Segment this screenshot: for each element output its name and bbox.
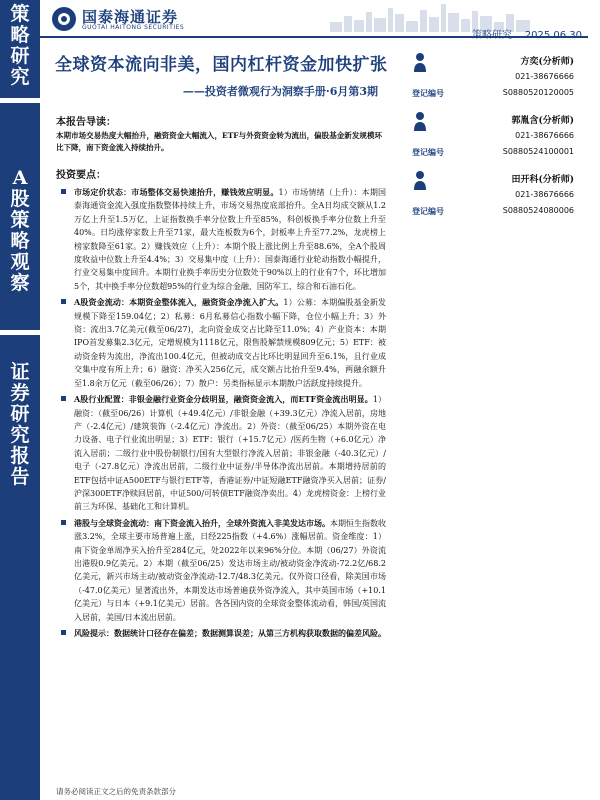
person-icon [413,170,427,196]
square-bullet-icon [61,189,66,194]
side-separator [0,98,40,103]
analyst-name: 田开科(分析师) [511,175,574,185]
point-text: 1）公募：本期偏股基金新发规模下降至159.04亿；2）私募：6月私募信心指数小幅下降，仓位小幅上升；3）外资：流出3.7亿美元(截至06/27)，北向资金成交占比降至11.0%；4）产业资本：本期IPO首发募集2.3亿元，定增规模为1118亿元，限售股解禁规模809亿元；5）ETF：被动资金转为流出，净流出100.4亿元，但被动成交占比环比明显回升至6.1%，且行业成交集中度有所上升；6）融资：净买入256亿元，成交额占比抬升至9.4%，两融余额升至1.8余万亿元（截至06/26）；7）散户：另类指标显示本期散户活跃度持续提升。 [74,298,386,388]
report-subtitle: ——投资者微观行为洞察手册·6月第3期 [182,85,378,98]
side-char: 究 [10,424,30,446]
point-lead: 港股与全球资金流动：南下资金流入抬升，全球外资流入非美发达市场。 [74,517,330,528]
analyst-name: 郭胤含(分析师) [511,116,574,126]
logo-text-cn: 国泰海通证券 [82,8,179,26]
person-icon [413,111,427,137]
person-icon [413,52,427,78]
square-bullet-icon [61,299,66,304]
logo-text-en: GUOTAI HAITONG SECURITIES [82,24,185,31]
analyst-phone: 021-38676666 [515,131,574,140]
analyst-card [404,111,584,171]
list-item [56,296,386,390]
guide-text: 本期市场交易热度大幅抬升，融资资金大幅流入，ETF与外资资金转为流出，偏股基金新发规模环比下降，南下资金流入持续抬升。 [56,131,382,152]
side-char: 究 [10,66,30,88]
analyst-reg-label: 登记编号 [412,206,444,216]
side-char: 察 [10,272,30,294]
side-char: 略 [10,230,30,252]
side-separator [0,330,40,335]
side-label-research-report [0,362,40,488]
square-bullet-icon [61,396,66,401]
square-bullet-icon [61,520,66,525]
side-char: 告 [10,466,30,488]
analyst-reg-number: S0880524100001 [502,147,574,156]
point-lead: A股资金流动：本期资金整体流入，融资资金净流入扩大。 [74,297,284,308]
analyst-reg-label: 登记编号 [412,147,444,157]
analyst-phone: 021-38676666 [515,190,574,199]
list-item [56,627,386,640]
header-divider [40,36,588,38]
side-char: 策 [10,3,30,25]
list-item [56,186,386,293]
point-text: 1）融资：（截至06/26）计算机（+49.4亿元）/非银金融（+39.3亿元）净流入居前，房地产（-2.4亿元）/建筑装饰（-2.4亿元）净流出。2）外资：（截至06/25）本期外资在电力设备、电子行业流出明显；3）ETF：银行（+15.7亿元）/医药生物（+6.0亿元）净流入居前；二级行业中股份制银行/国有大型银行净流入居前；非银金融（-40.3亿元）/电子（-27.8亿元）净流出居前，二级行业中证券/半导体净流出居前。本期增持居前的ETF包括中证A500ETF与银行ETF等，香港证券/中证短融ETF融资净买入居前；证券/沪深300ETF净赎回居前，中证500/可转债ETF融资净卖出。4）龙虎榜资金：上榜行业前三为环保、基础化工和计算机。 [74,395,386,512]
analyst-name: 方奕(分析师) [520,57,574,67]
point-text: 1）市场情绪（上升）：本期国泰海通资金流入强度指数整体持续上升，市场交易热度底部抬升。全A日均成交额从1.2万亿上升至1.5万亿，上证指数换手率分位数上升至85%，科创板换手率分位数上升至40%。日均涨停家数上升至71家，最大连板数为6个，封板率上升至77.2%，龙虎榜上榜家数降至61家。2）赚钱效应（上升）：本期个股上涨比例上升至88.6%，全A个股周度收益中位数上升至4.4%；3）交易集中度（上升）：国泰海通行业轮动指数小幅提升，行业交易集中度回升。本期行业换手率历史分位数处于90%以上的行业有7个，环比增加5个，其中换手率分位数超95%的行业为综合金融、国防军工、综合和石油石化。 [74,188,386,291]
disclaimer-footer: 请务必阅读正文之后的免责条款部分 [56,787,176,796]
analyst-reg-label: 登记编号 [412,88,444,98]
side-char: 略 [10,24,30,46]
side-char: 观 [10,251,30,273]
header-meta [472,26,582,41]
point-lead: A股行业配置：非银金融行业资金分歧明显，融资资金流入，而ETF资金流出明显。 [74,394,373,405]
square-bullet-icon [61,630,66,635]
side-char: 研 [10,403,30,425]
side-label-strategy [0,4,40,88]
side-char: A [12,167,28,189]
side-char: 报 [10,445,30,467]
point-lead: 风险提示：数据统计口径存在偏差；数据测算误差；从第三方机构获取数据的偏差风险。 [74,628,386,638]
point-lead: 市场定价状态：市场整体交易快速抬升，赚钱效应明显。 [74,187,279,197]
analyst-card [404,52,584,112]
point-text: 本期恒生指数收涨3.2%，全球主要市场普遍上涨，日经225指数（+4.6%）涨幅居前。资金维度：1）南下资金单周净买入抬升至284亿元，处2022年以来96%分位。本期（06/27）外资流出港股0.9亿美元。2）本期（截至06/25）发达市场主动/被动资金净流动-72.2亿/68.2亿美元，新兴市场主动/被动资金净流动-12.7/48.3亿美元。仅外资口径看，除美国市场（-47.0亿美元）显著流出外，本期发达市场普遍获外资净流入，其中英国市场（+10.1亿美元）与日本（+9.1亿美元）居前。各各国内资的全球资金整体流动看，韩国/英国流入居前，美国/日本流出居前。 [74,518,386,622]
side-char: 研 [10,45,30,67]
analyst-card [404,170,584,230]
report-title: 全球资本流向非美，国内杠杆资金加快扩张 [55,55,388,75]
side-label-a-share [0,168,40,294]
analyst-phone: 021-38676666 [515,72,574,81]
list-item [56,393,386,514]
logo-mark-icon [52,7,76,31]
side-char: 证 [10,361,30,383]
side-char: 券 [10,382,30,404]
investment-points [56,186,386,643]
analyst-reg-number: S0880520120005 [502,88,574,97]
company-logo [52,5,212,33]
side-char: 策 [10,209,30,231]
guide-heading: 本报告导读： [56,117,116,128]
list-item [56,517,386,624]
analyst-reg-number: S0880524080006 [502,206,574,215]
points-heading: 投资要点： [56,170,106,181]
side-char: 股 [10,188,30,210]
